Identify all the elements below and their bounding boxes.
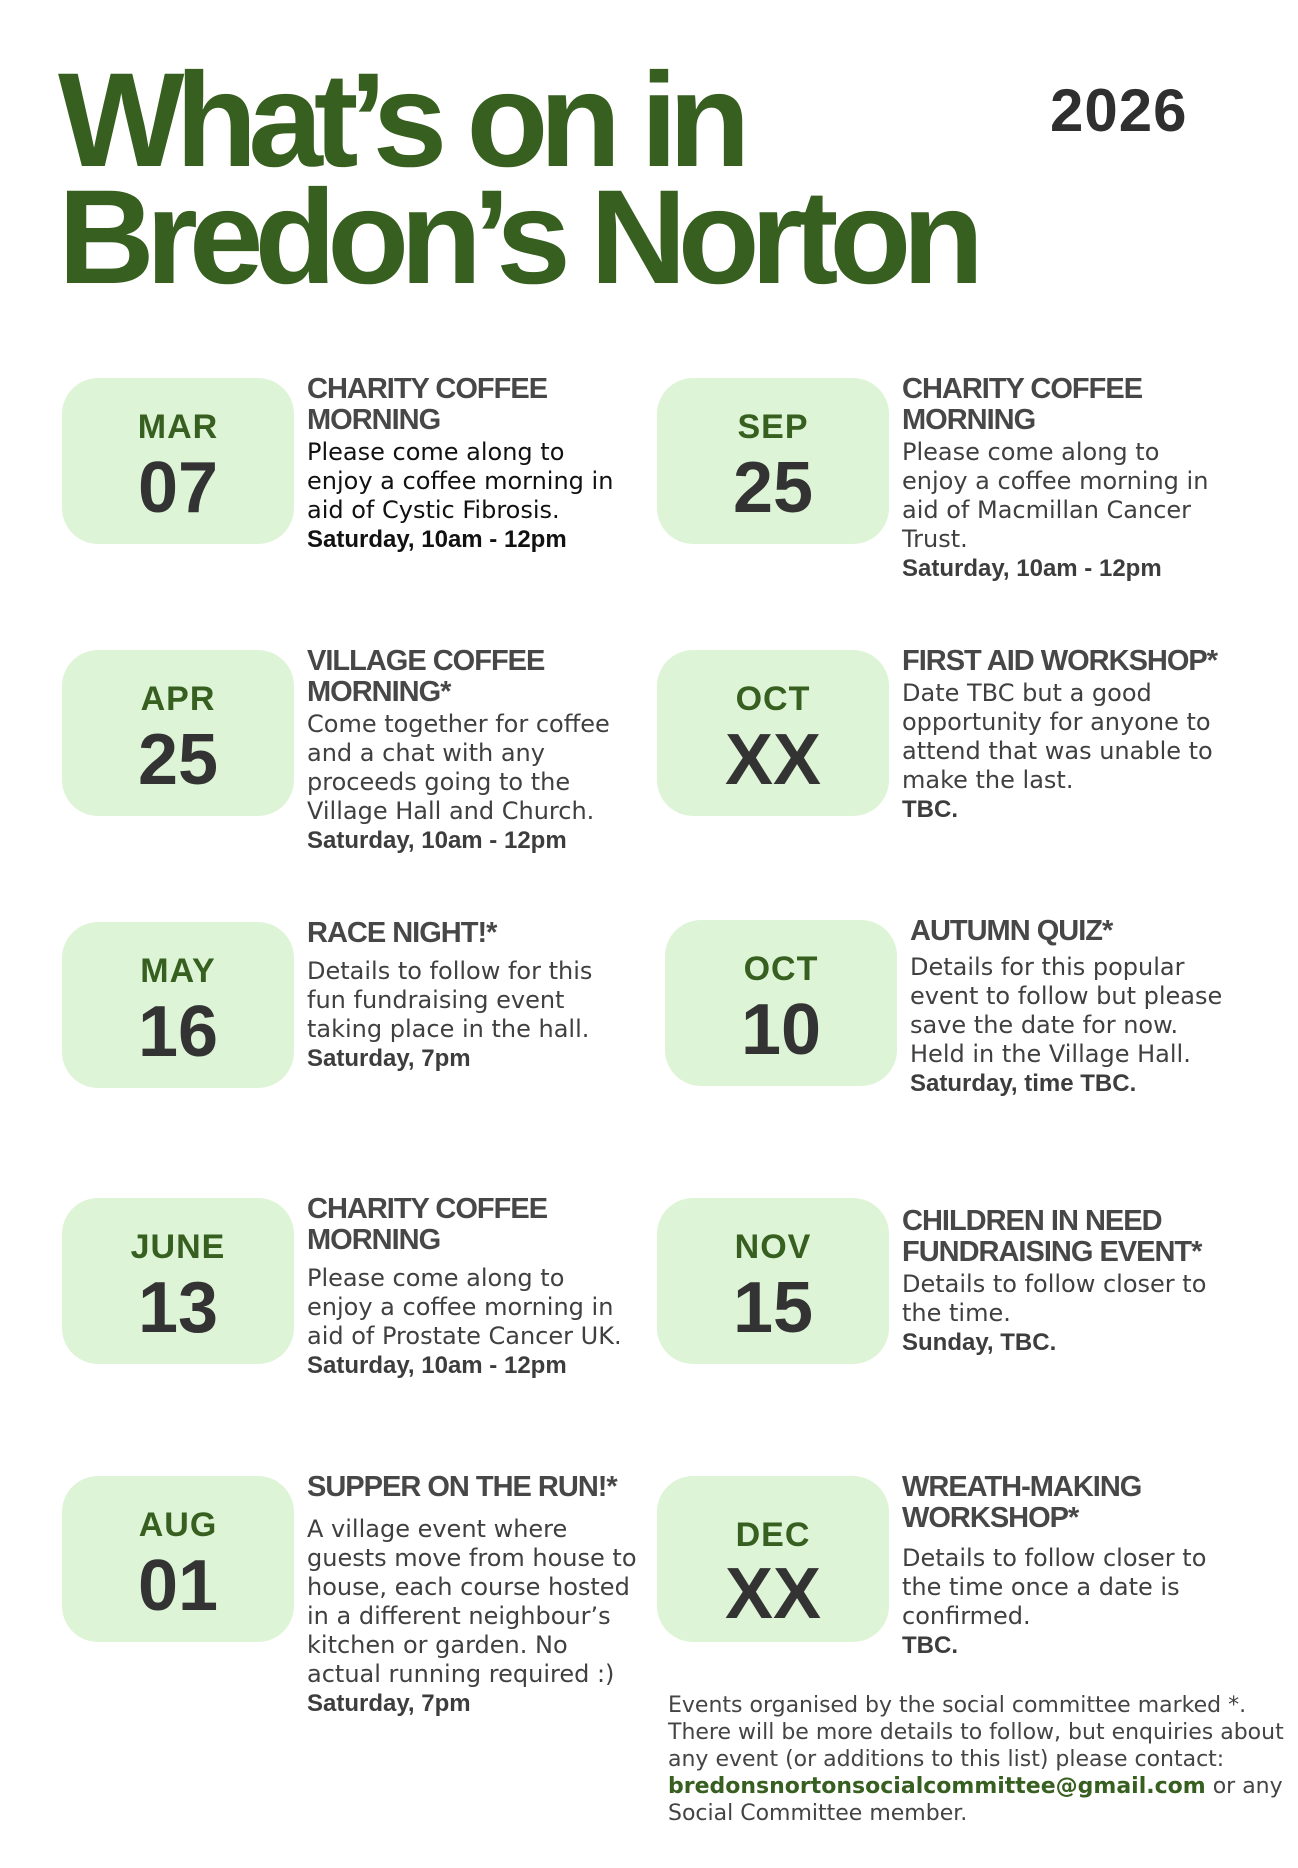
date-badge: [62, 922, 294, 1088]
event-description: Details to follow for this fun fundraising event taking place in the hall.: [307, 957, 593, 1043]
event-day: 25: [732, 448, 814, 528]
event-info: [902, 646, 1222, 824]
page-title: [58, 46, 976, 312]
event-title: VILLAGE COFFEE MORNING*: [307, 645, 545, 708]
event-description: A village event where guests move from house to house, each course hosted in a different neighbour’s kitchen or garden. No actual running required :): [307, 1515, 637, 1688]
event-info: [910, 916, 1240, 1098]
event-month: APR: [140, 680, 216, 718]
title-line-1: What’s on in: [58, 46, 742, 195]
event-month: OCT: [735, 680, 811, 718]
event-month: OCT: [743, 950, 819, 988]
event-day: 13: [137, 1268, 219, 1348]
event-time: Saturday, 10am - 12pm: [307, 1352, 567, 1379]
event-info: [307, 374, 637, 554]
date-badge: [665, 920, 897, 1086]
event-info: [902, 374, 1222, 583]
event-day: 01: [137, 1546, 219, 1626]
event-month: MAY: [140, 952, 216, 990]
event-info: [902, 1206, 1237, 1357]
event-description: Please come along to enjoy a coffee morning in aid of Cystic Fibrosis.: [307, 438, 614, 524]
event-month: NOV: [734, 1228, 812, 1266]
event-description: Details for this popular event to follow but please save the date for now. Held in the Village Hall.: [910, 953, 1223, 1068]
event-title: WREATH-MAKING WORKSHOP*: [902, 1471, 1142, 1534]
event-title: FIRST AID WORKSHOP*: [902, 645, 1218, 677]
event-day: 15: [732, 1268, 814, 1348]
date-badge: [62, 1198, 294, 1364]
event-title: AUTUMN QUIZ*: [910, 915, 1113, 947]
event-time: TBC.: [902, 796, 958, 823]
event-info: [307, 1194, 637, 1380]
date-badge: [62, 378, 294, 544]
event-title: CHILDREN IN NEED FUNDRAISING EVENT*: [902, 1205, 1202, 1268]
event-time: Saturday, 7pm: [307, 1045, 471, 1072]
date-badge: [657, 1198, 889, 1364]
date-badge: [657, 378, 889, 544]
event-time: Saturday, 10am - 12pm: [902, 555, 1162, 582]
event-title: CHARITY COFFEE MORNING: [902, 373, 1143, 436]
event-month: MAR: [137, 408, 219, 446]
date-badge: [657, 650, 889, 816]
event-time: Saturday, 7pm: [307, 1690, 471, 1717]
event-time: Saturday, 10am - 12pm: [307, 827, 567, 854]
event-month: DEC: [735, 1516, 811, 1554]
footer-text: Events organised by the social committee marked *. There will be more details to follow, but enquiries about any event (or additions to this list) please contact:: [668, 1693, 1284, 1772]
event-description: Details to follow closer to the time.: [902, 1270, 1207, 1327]
event-description: Please come along to enjoy a coffee morning in aid of Prostate Cancer UK.: [307, 1264, 622, 1350]
event-month: SEP: [737, 408, 809, 446]
event-day: 10: [740, 990, 822, 1070]
event-description: Come together for coffee and a chat with any proceeds going to the Village Hall and Church.: [307, 710, 610, 825]
event-title: CHARITY COFFEE MORNING: [307, 1193, 548, 1256]
event-day: XX: [724, 1554, 822, 1634]
date-badge: [62, 650, 294, 816]
event-day: 16: [137, 992, 219, 1072]
footer-suffix: or any Social Committee member.: [668, 1774, 1283, 1826]
contact-email-link[interactable]: bredonsnortonsocialcommittee@gmail.com: [668, 1774, 1206, 1799]
event-time: TBC.: [902, 1632, 958, 1659]
event-title: SUPPER ON THE RUN!*: [307, 1471, 617, 1503]
event-info: [307, 918, 637, 1073]
footer-note: [668, 1692, 1288, 1827]
event-title: CHARITY COFFEE MORNING: [307, 373, 548, 436]
event-description: Details to follow closer to the time once a date is confirmed.: [902, 1544, 1207, 1630]
event-month: JUNE: [130, 1228, 226, 1266]
event-time: Saturday, time TBC.: [910, 1070, 1137, 1097]
event-day: 25: [137, 720, 219, 800]
event-time: Sunday, TBC.: [902, 1329, 1057, 1356]
event-info: [307, 1472, 637, 1718]
event-day: 07: [137, 448, 219, 528]
event-month: AUG: [138, 1506, 218, 1544]
event-description: Date TBC but a good opportunity for anyone to attend that was unable to make the last.: [902, 679, 1213, 794]
event-info: [902, 1472, 1232, 1660]
event-day: XX: [724, 720, 822, 800]
date-badge: [657, 1476, 889, 1642]
title-line-2: Bredon’s Norton: [58, 163, 976, 312]
event-description: Please come along to enjoy a coffee morning in aid of Macmillan Cancer Trust.: [902, 438, 1209, 553]
event-title: RACE NIGHT!*: [307, 917, 497, 949]
date-badge: [62, 1476, 294, 1642]
year-label: 2026: [1050, 77, 1188, 144]
event-time: Saturday, 10am - 12pm: [307, 526, 567, 553]
event-info: [307, 646, 637, 855]
